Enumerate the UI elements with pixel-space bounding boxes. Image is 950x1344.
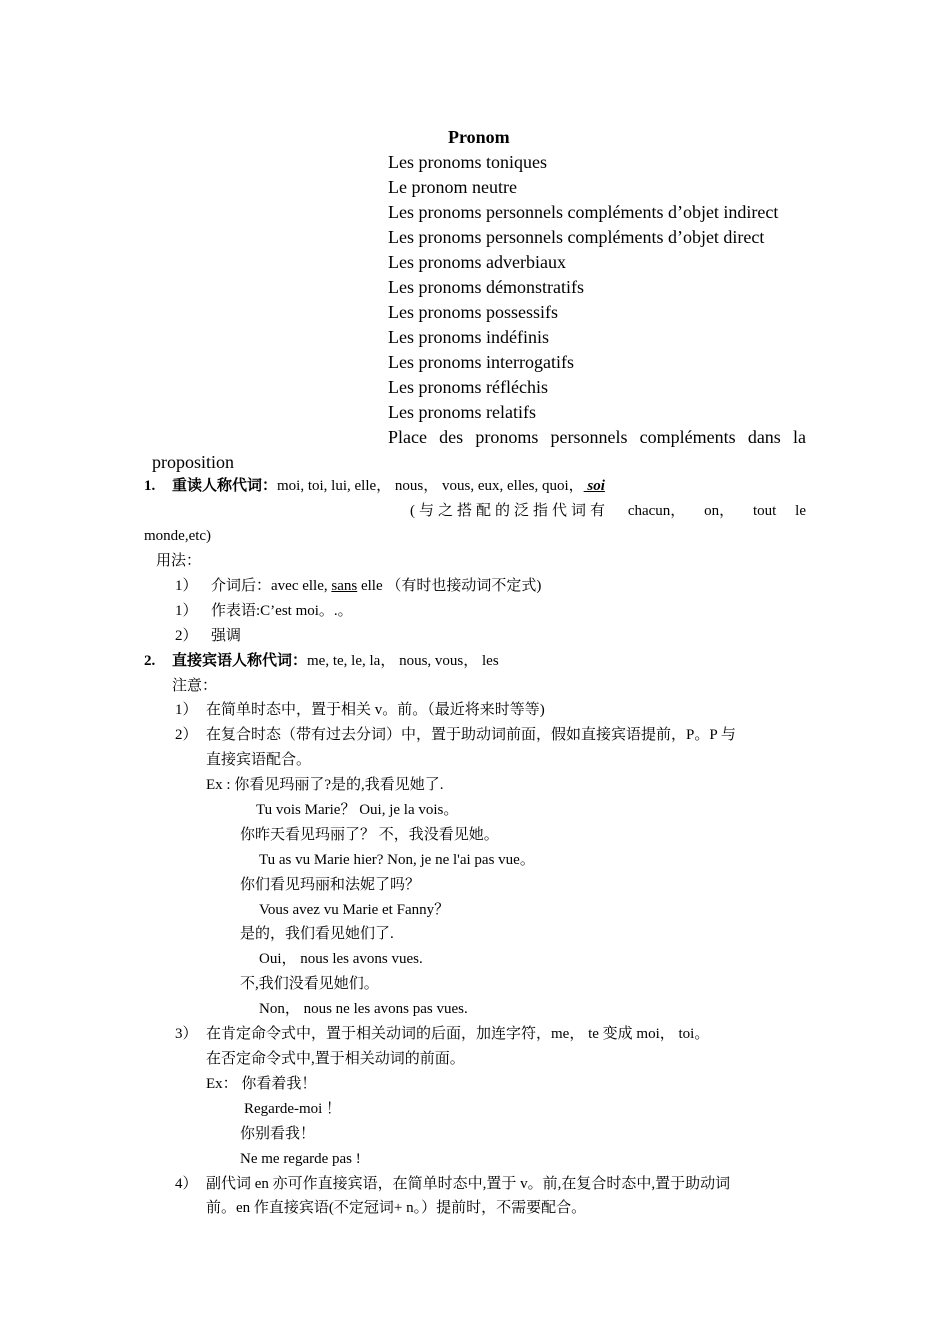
- pronoun-list: me, te, le, la， nous, vous， les: [307, 653, 499, 669]
- rule-text: 直接宾语配合。: [206, 752, 312, 768]
- toc-item: Les pronoms indéfinis: [388, 327, 549, 347]
- rule-text: 前。en 作直接宾语(不定冠词+ n。）提前时，不需要配合。: [206, 1200, 587, 1216]
- usage-item: 作表语:C’est moi。.。: [211, 603, 353, 619]
- section-heading-line: [172, 476, 605, 496]
- example-line: Tu vois Marie？ Oui, je la vois。: [256, 802, 459, 818]
- toc-item: Les pronoms personnels compléments d’objet indirect: [388, 202, 779, 222]
- example-line: Vous avez vu Marie et Fanny？: [259, 902, 450, 918]
- toc-item: Les pronoms personnels compléments d’objet direct: [388, 227, 765, 247]
- example-line: 你昨天看见玛丽了？ 不，我没看见她。: [240, 827, 499, 843]
- section-number: 1.: [144, 478, 156, 494]
- list-number: 1）: [175, 578, 198, 594]
- toc-item: Les pronoms possessifs: [388, 302, 558, 322]
- list-number: 2）: [175, 628, 198, 644]
- note-continuation: monde,etc): [144, 528, 212, 544]
- rule-text: 在复合时态（带有过去分词）中，置于助动词前面，假如直接宾语提前，P。P 与: [206, 727, 736, 743]
- toc-item: Les pronoms relatifs: [388, 402, 536, 422]
- example-line: Tu as vu Marie hier? Non, je ne l'ai pas vue。: [259, 852, 535, 868]
- example-line: Ne me regarde pas !: [240, 1151, 361, 1167]
- rule-text: 在简单时态中，置于相关 v。前。（最近将来时等等): [206, 702, 545, 718]
- section-heading-line: [172, 651, 499, 671]
- pronoun-list: moi, toi, lui, elle， nous， vous, eux, elles, quoi，: [277, 478, 584, 494]
- section-heading: 直接宾语人称代词：: [172, 653, 308, 669]
- toc-item: Les pronoms toniques: [388, 152, 547, 172]
- indefinite-note: (与之搭配的泛指代词有 chacun， on， tout le: [410, 503, 806, 519]
- usage-label: 用法：: [156, 553, 202, 569]
- note-label: 注意：: [172, 678, 218, 694]
- toc-item: Le pronom neutre: [388, 177, 517, 197]
- toc-item: Les pronoms réfléchis: [388, 377, 548, 397]
- list-number: 2）: [175, 727, 198, 743]
- example-line: Non， nous ne les avons pas vues.: [259, 1001, 468, 1017]
- page-title: Pronom: [448, 127, 510, 147]
- example-line: Oui， nous les avons vues.: [259, 951, 423, 967]
- section-number: 2.: [144, 653, 156, 669]
- list-number: 4）: [175, 1176, 198, 1192]
- toc-item: Les pronoms adverbiaux: [388, 252, 566, 272]
- example-label: Ex : 你看见玛丽了?是的,我看见她了.: [206, 777, 444, 793]
- rule-text: 在否定命令式中,置于相关动词的前面。: [206, 1051, 465, 1067]
- section-heading: 重读人称代词：: [172, 478, 278, 494]
- toc-item: Les pronoms démonstratifs: [388, 277, 584, 297]
- soi-pronoun: soi: [583, 478, 605, 494]
- example-line: 是的，我们看见她们了.: [240, 926, 394, 942]
- example-line: 你们看见玛丽和法妮了吗？: [240, 877, 421, 893]
- example-line: 你别看我！: [240, 1126, 316, 1142]
- toc-item-continuation: proposition: [152, 452, 235, 472]
- usage-item: 强调: [211, 628, 242, 644]
- rule-text: 在肯定命令式中，置于相关动词的后面，加连字符，me， te 变成 moi， toi。: [206, 1026, 710, 1042]
- list-number: 1）: [175, 603, 198, 619]
- example-line: 不,我们没看见她们。: [240, 976, 379, 992]
- toc-item: Les pronoms interrogatifs: [388, 352, 574, 372]
- usage-item: 介词后：avec elle, sans elle （有时也接动词不定式): [211, 578, 542, 594]
- toc-item-last: Place des pronoms personnels compléments dans la: [388, 427, 806, 447]
- list-number: 3）: [175, 1026, 198, 1042]
- example-label: Ex： 你看着我！: [206, 1076, 317, 1092]
- rule-text: 副代词 en 亦可作直接宾语，在简单时态中,置于 v。前,在复合时态中,置于助动词: [206, 1176, 731, 1192]
- example-line: Regarde-moi ！: [244, 1101, 342, 1117]
- list-number: 1）: [175, 702, 198, 718]
